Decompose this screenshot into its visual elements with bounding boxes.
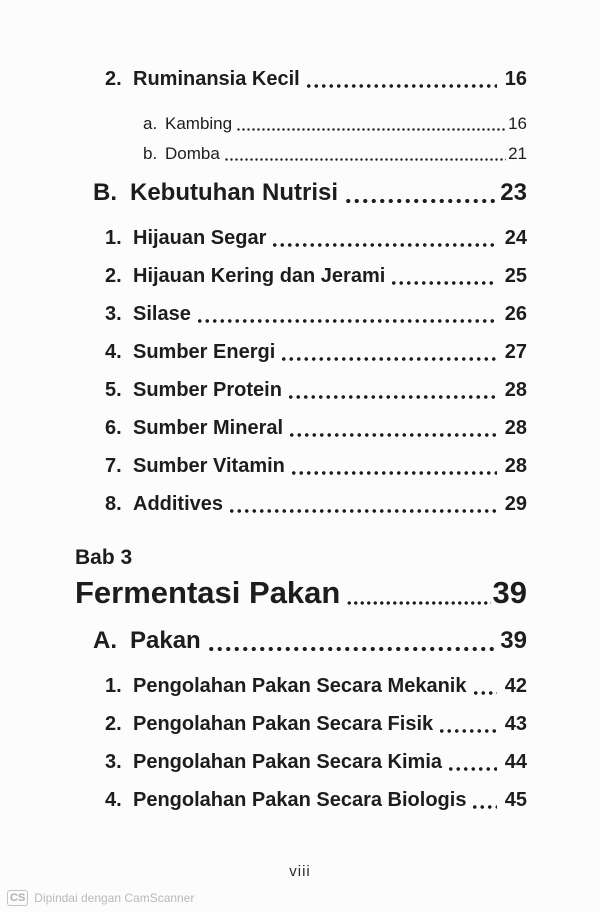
toc-entry-number: 7. [105,455,122,477]
chapter-title [75,573,527,613]
toc-entry-number: 5. [105,379,122,401]
camscanner-icon: CS [7,890,28,906]
toc-entry-number: 1. [105,227,122,249]
toc-entry-number: 2. [105,713,122,735]
toc-entry-page: 28 [504,379,527,401]
toc-entry-label: Pengolahan Pakan Secara Biologis [133,789,467,811]
toc-entry-page: 45 [504,789,527,811]
toc-entry-label: Silase [133,303,191,325]
toc-entry-label: Domba [165,144,220,163]
toc-section [93,177,527,209]
toc-entry-number: A. [93,627,117,654]
dot-leader [207,647,497,651]
toc-entry-label: Sumber Mineral [133,417,284,439]
dot-leader [288,433,497,437]
toc-entry-number: a. [143,114,158,133]
toc-entry [105,491,527,518]
toc-entry-page: 28 [504,455,527,477]
toc-entry-number: 3. [105,751,122,773]
dot-leader [196,319,497,323]
toc-entry-label: Pengolahan Pakan Secara Kimia [133,751,443,773]
toc-entry-label: Additives [133,493,224,515]
toc-entry-page: 16 [504,68,527,90]
toc-entry [105,301,527,328]
toc-entry-number: 3. [105,303,122,325]
toc-entry-label: Kebutuhan Nutrisi [130,179,338,206]
dot-leader [287,395,497,399]
toc-entry [105,673,527,700]
toc-entry-page: 26 [504,303,527,325]
toc-entry-number: 4. [105,789,122,811]
toc-entry-number: 8. [105,493,122,515]
toc-section [93,625,527,657]
toc-entry-number: 2. [105,265,122,287]
chapter-label-text: Bab 3 [75,546,133,569]
toc-entry-number: 4. [105,341,122,363]
toc-entry [105,749,527,776]
toc-entry-number: B. [93,179,117,206]
toc-entry-number: 2. [105,68,122,90]
toc-entry-page: 27 [504,341,527,363]
toc-entry-page: 23 [500,179,527,206]
toc-entry-page: 42 [504,675,527,697]
toc-entry-label: Pengolahan Pakan Secara Mekanik [133,675,467,697]
dot-leader [472,691,497,695]
dot-leader [471,805,496,809]
dot-leader [290,471,497,475]
dot-leader [346,601,490,605]
dot-leader [305,84,497,88]
toc-entry-label: Pengolahan Pakan Secara Fisik [133,713,434,735]
toc-entry [105,66,527,93]
toc-entry-label: Sumber Energi [133,341,276,363]
dot-leader [447,767,497,771]
toc-entry-label: Ruminansia Kecil [133,68,300,90]
toc-entry [105,339,527,366]
dot-leader [224,158,506,161]
toc-entry [105,415,527,442]
toc-entry [105,711,527,738]
dot-leader [236,128,506,131]
toc-entry-label: Hijauan Kering dan Jerami [133,265,386,287]
dot-leader [438,729,497,733]
toc-entry-label: Sumber Protein [133,379,282,401]
chapter-label [75,544,527,571]
toc-entry-page: 16 [508,114,527,133]
camscanner-footer-text: Dipindai dengan CamScanner [34,891,195,905]
toc-entry-label: Hijauan Segar [133,227,267,249]
page-number: viii [289,863,311,880]
toc-subentry [143,112,527,135]
toc-entry-page: 39 [500,627,527,654]
dot-leader [271,243,496,247]
toc-entry-number: 1. [105,675,122,697]
toc-subentry [143,142,527,165]
toc-entry-label: Kambing [165,114,233,133]
toc-entry-page: 44 [504,751,527,773]
toc-entry [105,263,527,290]
toc-entry-page: 43 [504,713,527,735]
toc-entry [105,453,527,480]
toc-entry-page: 25 [504,265,527,287]
toc-entry-label: Pakan [130,627,201,654]
dot-leader [228,509,497,513]
toc-entry-page: 29 [504,493,527,515]
toc-entry-label: Sumber Vitamin [133,455,285,477]
toc-entry-number: 6. [105,417,122,439]
dot-leader [390,281,496,285]
dot-leader [344,199,496,203]
toc-entry-number: b. [143,144,158,163]
toc-entry [105,377,527,404]
toc-entry-page: 28 [504,417,527,439]
dot-leader [280,357,496,361]
chapter-title-page: 39 [492,575,527,610]
toc-entry-page: 21 [508,144,527,163]
camscanner-footer [7,890,194,906]
toc-entry [105,787,527,814]
chapter-title-text: Fermentasi Pakan [75,575,341,610]
toc-entry [105,225,527,252]
toc-entry-page: 24 [504,227,527,249]
